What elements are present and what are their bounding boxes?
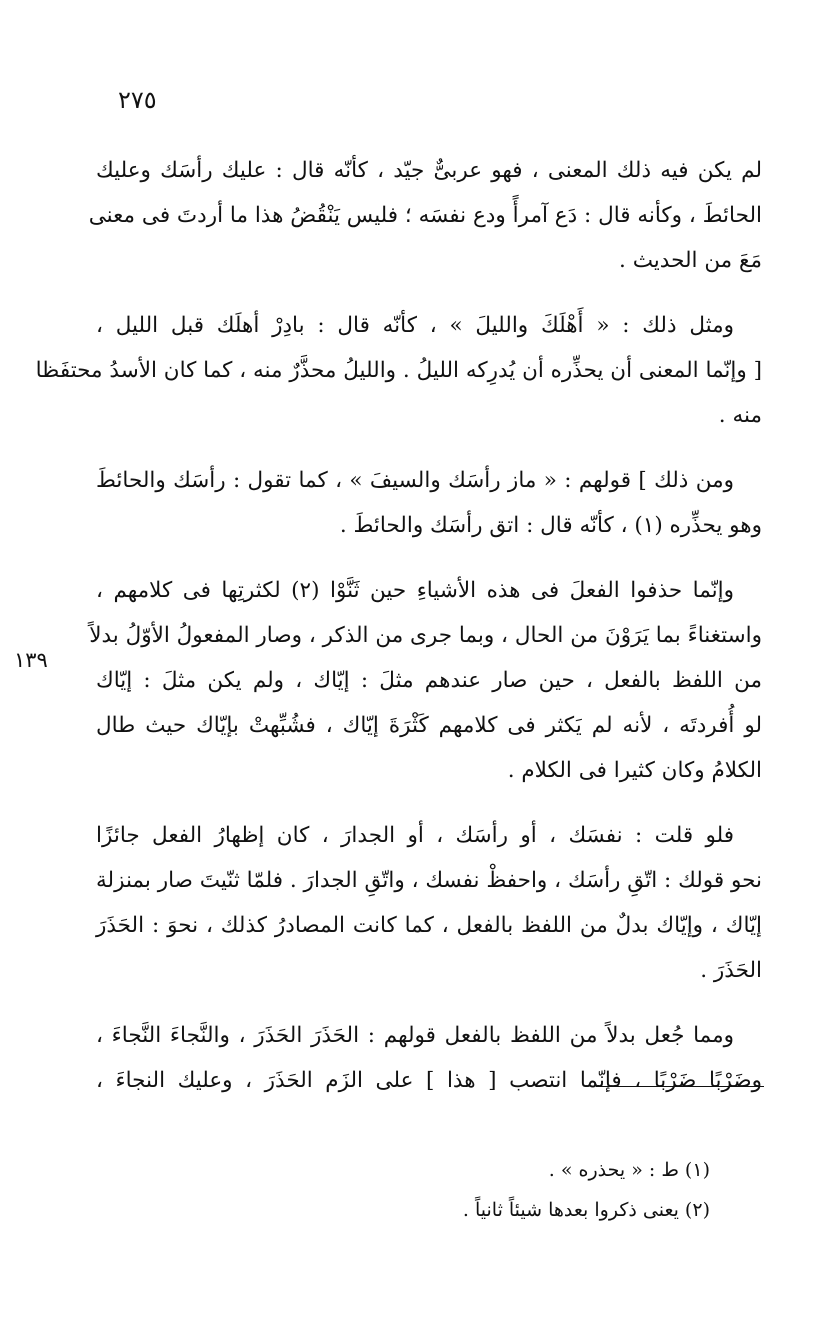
paragraph-5 bbox=[96, 813, 762, 993]
text-line: إيّاك ، وإيّاك بدلٌ من اللفظ بالفعل ، كما كانت المصادرُ كذلك ، نحوَ : الحَذَرَ bbox=[96, 913, 762, 938]
text-line: من اللفظ بالفعل ، حين صار عندهم مثلَ : إيّاك ، ولم يكن مثلَ : إيّاك bbox=[96, 668, 762, 693]
text-line: لو أُفردتَه ، لأنه لم يَكثر فى كلامهم كَثْرَةَ إيّاك ، فشُبِّهتْ بإيّاك حيث طال bbox=[96, 713, 762, 738]
text-line: الحَذَرَ . bbox=[700, 958, 762, 983]
footnote-divider bbox=[596, 1086, 764, 1087]
text-line: منه . bbox=[718, 403, 762, 428]
paragraph-4 bbox=[89, 568, 762, 793]
footnote-2: (٢) يعنى ذكروا بعدها شيئاً ثانياً . bbox=[462, 1199, 710, 1221]
text-line: ومن ذلك ] قولهم : « ماز رأسَك والسيفَ » ، كما تقول : رأسَك والحائطَ bbox=[96, 468, 734, 493]
main-text-body bbox=[35, 148, 762, 1123]
text-line: لم يكن فيه ذلك المعنى ، فهو عربىٌّ جيّد ، كأنّه قال : عليك رأسَك وعليك bbox=[96, 158, 762, 183]
footnotes bbox=[300, 1150, 710, 1230]
text-line: واستغناءً بما يَرَوْنَ من الحال ، وبما جرى من الذكر ، وصار المفعولُ الأوّلُ بدلاً bbox=[89, 623, 762, 648]
text-line: نحو قولك : اتّقِ رأسَك ، واحفظْ نفسك ، واتّقِ الجدارَ . فلمّا ثنّيتَ صار بمنزلة bbox=[96, 868, 762, 893]
text-line: ومثل ذلك : « أَهْلَكَ والليلَ » ، كأنّه قال : بادِرْ أهلَك قبل الليل ، bbox=[96, 313, 734, 338]
paragraph-2 bbox=[35, 303, 762, 438]
text-line: وهو يحذِّره (١) ، كأنّه قال : اتق رأسَك والحائطَ . bbox=[339, 513, 762, 538]
margin-page-reference: ١٣٩ bbox=[14, 648, 48, 672]
text-line: ومما جُعل بدلاً من اللفظ بالفعل قولهم : الحَذَرَ الحَذَرَ ، والنَّجاءَ النَّجاءَ ، bbox=[96, 1023, 734, 1048]
text-line: مَعَ من الحديث . bbox=[619, 248, 762, 273]
paragraph-1 bbox=[88, 148, 762, 283]
page-number: ٢٧٥ bbox=[118, 86, 157, 114]
text-line: الكلامُ وكان كثيرا فى الكلام . bbox=[507, 758, 762, 783]
text-line: وضَرْبًا ضَرْبًا ، فإنّما انتصب [ هذا ] على الزَم الحَذَرَ ، وعليك النجاءَ ، bbox=[96, 1068, 762, 1093]
paragraph-3 bbox=[96, 458, 762, 548]
footnote-1: (١) ط : « يحذره » . bbox=[548, 1159, 710, 1181]
text-line: وإنّما حذفوا الفعلَ فى هذه الأشياءِ حين ثَنَّوْا (٢) لكثرتِها فى كلامهم ، bbox=[96, 578, 734, 603]
text-line: [ وإنّما المعنى أن يحذِّره أن يُدرِكه الليلُ . والليلُ محذَّرٌ منه ، كما كان الأسدُ محتفَظا bbox=[35, 358, 762, 383]
text-line: فلو قلت : نفسَك ، أو رأسَك ، أو الجدارَ ، كان إظهارُ الفعل جائزًا bbox=[96, 823, 734, 848]
text-line: الحائطَ ، وكأنه قال : دَع آمرأً ودع نفسَه ؛ فليس يَنْقُضُ هذا ما أردتَ فى معنى bbox=[88, 203, 762, 228]
paragraph-6 bbox=[96, 1013, 762, 1103]
